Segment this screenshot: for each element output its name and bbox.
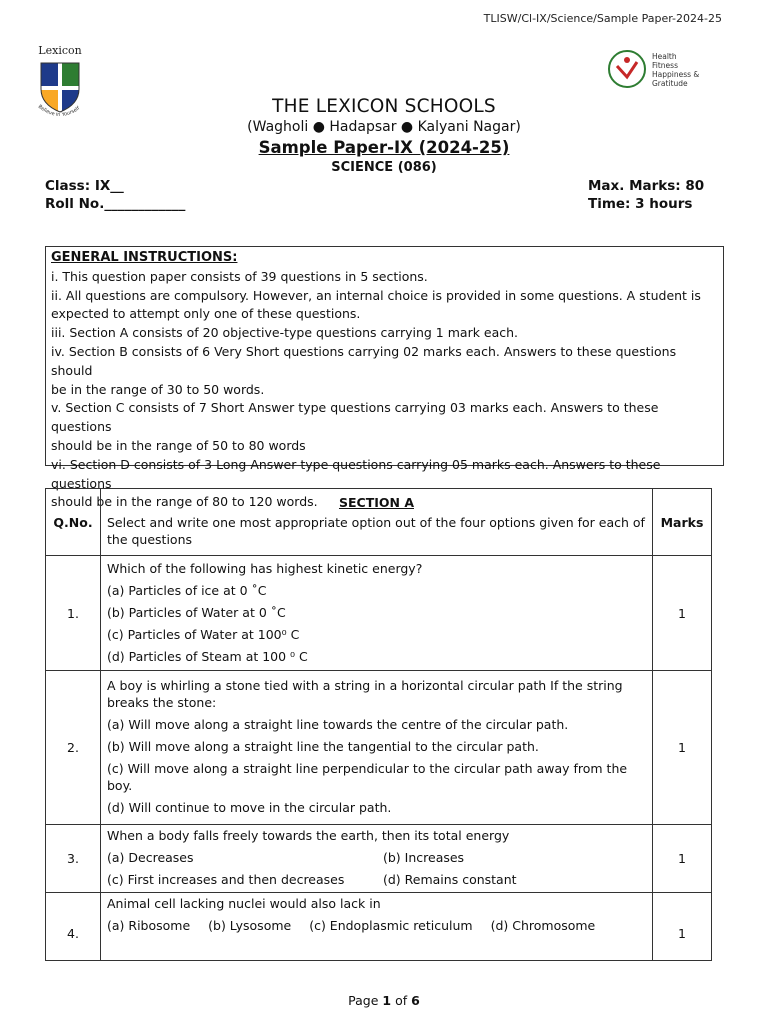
- question-text: Animal cell lacking nuclei would also lack in: [107, 896, 381, 911]
- instruction-line: should be in the range of 80 to 120 words.: [51, 494, 318, 510]
- page-number: 1: [382, 993, 392, 1008]
- question-text: A boy is whirling a stone tied with a string in a horizontal circular path If the string breaks the stone:: [107, 678, 623, 710]
- option: (d) Chromosome: [490, 918, 596, 933]
- instruction-line: iii. Section A consists of 20 objective-type questions carrying 1 mark each.: [51, 325, 519, 341]
- question-marks: 1: [653, 671, 712, 825]
- question-text: Which of the following has highest kinetic energy?: [107, 560, 423, 576]
- option: (b) Increases: [383, 850, 465, 865]
- instruction-line: ii. All questions are compulsory. However, an internal choice is provided in some questions. A student is: [51, 287, 701, 303]
- class-line: Class: IX__: [45, 178, 124, 194]
- question-cell: [101, 825, 653, 893]
- section-instruction: Select and write one most appropriate option out of the four options given for each of the questions: [107, 515, 645, 547]
- question-number: 4.: [46, 893, 101, 961]
- document-code: TLISW/Cl-IX/Science/Sample Paper-2024-25: [483, 12, 722, 25]
- table-row: [46, 556, 712, 671]
- instruction-line: should be in the range of 50 to 80 words: [51, 437, 306, 453]
- roll-number-line: Roll No.____________: [45, 196, 186, 212]
- table-row: [46, 893, 712, 961]
- wellness-text-1: Health: [652, 52, 677, 61]
- option: (c) Particles of Water at 100⁰ C: [107, 626, 300, 642]
- of-word: of: [395, 993, 408, 1008]
- subject-title: SCIENCE (086): [331, 160, 437, 175]
- instruction-line: vi. Section D consists of 3 Long Answer type questions carrying 05 marks each. Answers to these questions: [51, 456, 661, 491]
- instruction-line: iv. Section B consists of 6 Very Short questions carrying 02 marks each. Answers to these questions should: [51, 343, 677, 378]
- option: (c) First increases and then decreases: [107, 872, 345, 887]
- page-word: Page: [348, 993, 379, 1008]
- qno-header: Q.No.: [46, 489, 101, 556]
- option: (a) Particles of ice at 0 ˚C: [107, 582, 267, 598]
- wellness-logo: [606, 48, 716, 96]
- question-number: 2.: [46, 671, 101, 825]
- question-marks: 1: [653, 893, 712, 961]
- instruction-line: expected to attempt only one of these questions.: [51, 306, 361, 322]
- option: (c) Endoplasmic reticulum: [309, 918, 473, 933]
- instructions-heading: GENERAL INSTRUCTIONS:: [51, 250, 238, 265]
- instruction-line: i. This question paper consists of 39 questions in 5 sections.: [51, 268, 428, 284]
- questions-table: [45, 488, 712, 961]
- lexicon-brand-text: Lexicon: [38, 44, 82, 57]
- lexicon-tagline: Believe in Yourself: [36, 103, 81, 117]
- section-header-cell: [101, 489, 653, 556]
- question-cell: [101, 671, 653, 825]
- page-footer: [0, 993, 768, 1008]
- option: (a) Decreases: [107, 850, 194, 865]
- option: (d) Particles of Steam at 100 ⁰ C: [107, 648, 308, 664]
- question-number: 1.: [46, 556, 101, 671]
- table-header-row: [46, 489, 712, 556]
- paper-title-text: Sample Paper-IX (2024-25): [258, 138, 510, 157]
- option: (a) Ribosome: [107, 918, 191, 933]
- campuses: (Wagholi ● Hadapsar ● Kalyani Nagar): [247, 119, 521, 135]
- option: (b) Lysosome: [208, 918, 292, 933]
- option: (b) Particles of Water at 0 ˚C: [107, 604, 286, 620]
- school-name: THE LEXICON SCHOOLS: [272, 96, 496, 117]
- question-marks: 1: [653, 825, 712, 893]
- question-number: 3.: [46, 825, 101, 893]
- paper-title: [0, 138, 768, 157]
- option: (b) Will move along a straight line the tangential to the circular path.: [107, 739, 539, 754]
- wellness-text-2: Fitness: [652, 61, 678, 70]
- marks-header: Marks: [653, 489, 712, 556]
- general-instructions: [45, 246, 724, 510]
- question-text: When a body falls freely towards the earth, then its total energy: [107, 828, 510, 843]
- instruction-line: v. Section C consists of 7 Short Answer type questions carrying 03 marks each. Answers to these questions: [51, 400, 659, 435]
- page-total: 6: [411, 993, 420, 1008]
- option: (c) Will move along a straight line perpendicular to the circular path away from the boy.: [107, 761, 628, 793]
- instruction-line: be in the range of 30 to 50 words.: [51, 381, 265, 397]
- option: (d) Will continue to move in the circular path.: [107, 800, 392, 815]
- option: (d) Remains constant: [383, 872, 517, 887]
- option: (a) Will move along a straight line towards the centre of the circular path.: [107, 717, 569, 732]
- time-allowed: Time: 3 hours: [588, 196, 693, 212]
- wellness-emblem-icon: [606, 48, 648, 90]
- wellness-text-4: Gratitude: [652, 79, 688, 88]
- question-cell: [101, 893, 653, 961]
- question-cell: [101, 556, 653, 671]
- max-marks: Max. Marks: 80: [588, 178, 705, 194]
- table-row: [46, 825, 712, 893]
- question-marks: 1: [653, 556, 712, 671]
- wellness-text-3: Happiness &: [652, 70, 700, 79]
- section-title: SECTION A: [338, 495, 414, 510]
- table-row: [46, 671, 712, 825]
